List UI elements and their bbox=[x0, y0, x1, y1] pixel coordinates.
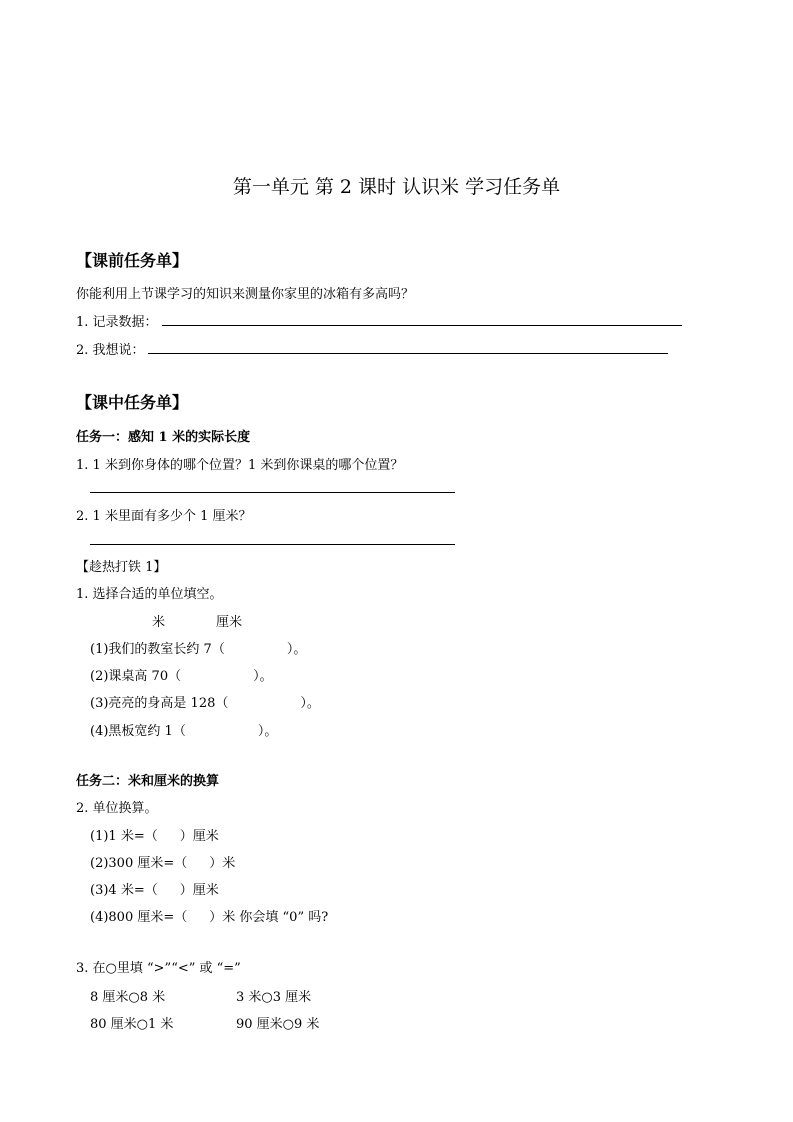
task1-title: 任务一：感知 1 米的实际长度 bbox=[76, 430, 251, 445]
conversion-item-3: (3)4 米=（ ）厘米 bbox=[90, 883, 219, 898]
task1-question-2: 2. 1 米里面有多少个 1 厘米？ bbox=[76, 509, 252, 524]
compare-item-4[interactable]: 90 厘米○9 米 bbox=[236, 1017, 320, 1032]
practice-item-2: (2)课桌高 70（ ）。 bbox=[90, 669, 273, 684]
record-data-label: 1. 记录数据： bbox=[76, 315, 158, 330]
practice-heading: 【趁热打铁 1】 bbox=[76, 560, 167, 575]
pre-class-question: 你能利用上节课学习的知识来测量你家里的冰箱有多高吗？ bbox=[76, 287, 415, 302]
in-class-heading: 【课中任务单】 bbox=[76, 393, 189, 412]
page-title: 第一单元 第 2 课时 认识米 学习任务单 bbox=[232, 176, 561, 198]
practice-item-3: (3)亮亮的身高是 128（ ）。 bbox=[90, 696, 320, 711]
task2-question-3: 3. 在○里填 “>”“<” 或 “=” bbox=[76, 961, 241, 976]
task1-answer-line-1[interactable] bbox=[90, 492, 455, 493]
task2-question-2: 2. 单位换算。 bbox=[76, 801, 158, 816]
conversion-item-2: (2)300 厘米=（ ）米 bbox=[90, 856, 236, 871]
task1-question-1: 1. 1 米到你身体的哪个位置？1 米到你课桌的哪个位置？ bbox=[76, 458, 404, 473]
my-thoughts-answer-line[interactable] bbox=[148, 353, 668, 354]
compare-item-1[interactable]: 8 厘米○8 米 bbox=[90, 990, 166, 1005]
conversion-item-4: (4)800 厘米=（ ）米 你会填 “0” 吗? bbox=[90, 910, 329, 925]
task1-answer-line-2[interactable] bbox=[90, 544, 455, 545]
unit-option-centimeter: 厘米 bbox=[216, 615, 243, 630]
practice-item-1: (1)我们的教室长约 7（ ）。 bbox=[90, 642, 307, 657]
conversion-item-1: (1)1 米=（ ）厘米 bbox=[90, 829, 219, 844]
practice-question-1: 1. 选择合适的单位填空。 bbox=[76, 587, 223, 602]
my-thoughts-label: 2. 我想说： bbox=[76, 343, 145, 358]
compare-item-3[interactable]: 80 厘米○1 米 bbox=[90, 1017, 174, 1032]
record-data-answer-line[interactable] bbox=[162, 325, 682, 326]
practice-item-4: (4)黑板宽约 1（ ）。 bbox=[90, 724, 278, 739]
pre-class-heading: 【课前任务单】 bbox=[76, 251, 189, 270]
unit-option-meter: 米 bbox=[152, 615, 166, 630]
task2-title: 任务二：米和厘米的换算 bbox=[76, 774, 220, 789]
compare-item-2[interactable]: 3 米○3 厘米 bbox=[236, 990, 312, 1005]
